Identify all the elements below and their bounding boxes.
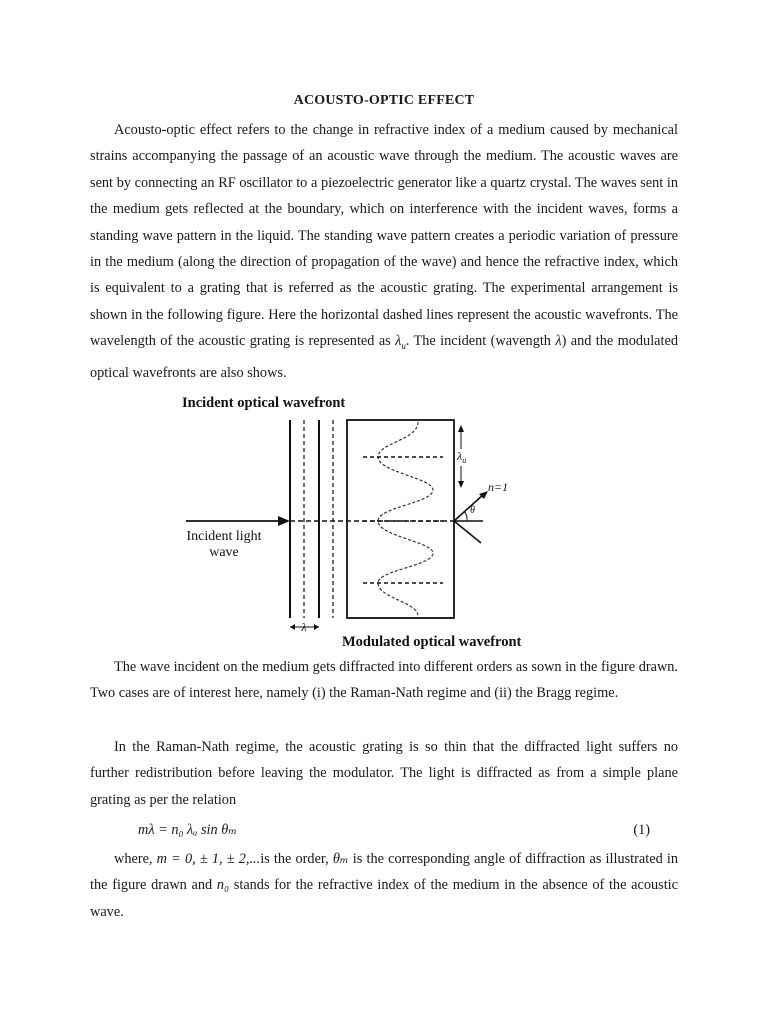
page-title: ACOUSTO-OPTIC EFFECT [293,93,475,108]
lambda-label: λ [301,620,307,634]
intro-text-2: . The incident (wavength [405,333,556,350]
paragraph-2: The wave incident on the medium gets diffracted into different orders as sown in the figure drawn. Two cases are of interest here, namely (i) the Raman-Nath regime and (ii) the Bragg regime. [90,659,678,702]
acousto-optic-figure [178,390,558,652]
intro-text-3: ) and the modulated optical wavefronts are also shows. [90,333,678,381]
lambda-symbol: λ [555,333,562,350]
lambda-u-symbol: $\lambda_u$ [395,333,406,352]
n0-symbol: n₀ [216,877,230,894]
acoustic-wave-curve [378,422,433,616]
incident-ray-arrowhead [278,516,290,526]
theta-m-symbol: θₘ [332,851,349,867]
intro-text-1: Acousto-optic effect refers to the change in refractive index of a medium caused by mechanical strains accompanying the passage of an acoustic wave through the medium. The acoustic waves are sent by connecting an RF oscillator to a piezoelectric generator like a quartz crystal. The waves sent in the medium gets reflected at the boundary, which on interference with the incident waves, forms a standing wave pattern in the liquid. The standing wave pattern creates a periodic variation of pressure in the medium (along the direction of propagation of the wave) and hence the refractive index, which is equivalent to a grating that is referred as the acoustic grating. The experimental arrangement is shown in the following figure. Here the horizontal dashed lines represent the acoustic wavefronts. The wavelength of the acoustic grating is represented as [90,122,678,350]
order-values: m = 0, ± 1, ± 2,... [156,851,261,867]
equation-1 [138,817,650,843]
theta-label: θ [470,505,475,516]
exit-ray-minus1 [454,521,481,543]
incident-light-label-2: wave [209,545,239,560]
lambda-u-label: $\lambda_u$ [457,449,467,465]
incident-light-label-1: Incident light [186,529,262,544]
paragraph-3: In the Raman-Nath regime, the acoustic grating is so thin that the diffracted light suffers no further redistribution before leaving the modulator. The light is diffracted as from a simple plane grating as per the relation [90,739,678,808]
medium-box [347,420,454,618]
intro-paragraph [90,117,678,386]
equation-number: (1) [633,822,650,838]
exit-ray-plus1 [454,494,484,521]
figure-top-label: Incident optical wavefront [182,395,346,411]
figure-bottom-label: Modulated optical wavefront [342,634,522,650]
order-label: n=1 [488,480,509,494]
figure-diagram [178,390,558,652]
equation-text: mλ = n₀ λᵤ sin θₘ [138,822,238,838]
paragraph-4: where, m = 0, ± 1, ± 2,...is the order, θₘ is the corresponding angle of diffraction as illustrated in the figure drawn and n₀ stands for the refractive index of the medium in the absence of the acoustic wave. [90,851,679,920]
